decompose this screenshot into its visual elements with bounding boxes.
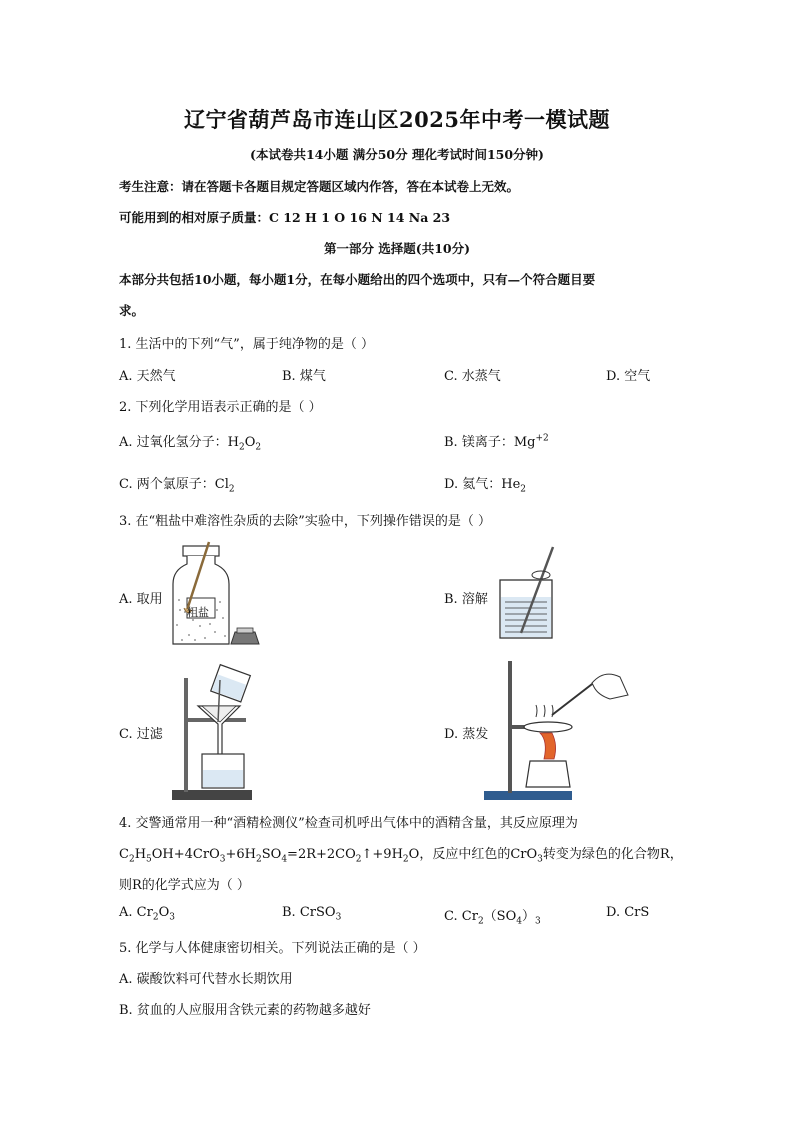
q1-option-b: B. 煤气 [282,369,326,384]
q4-option-b [282,905,341,923]
exam-subtitle: (本试卷共14小题 满分50分 理化考试时间150分钟) [250,147,544,162]
q2-option-d-formula: $He_2$ [501,477,526,495]
q4-option-a [119,905,175,923]
q4-option-a-formula: $Cr_2O_3$ [136,905,175,923]
q4-option-d: D. CrS [606,905,650,920]
q4-equation-line [119,843,683,865]
q4-option-c-formula: $Cr_2(SO_4)_3$ [461,909,541,927]
q4-option-c [444,905,541,927]
q2-option-c-label: C. 两个氯原子： [119,477,215,492]
q4-option-a-label: A. [119,905,133,920]
q2-option-a-label: A. 过氧化氢分子： [119,435,228,450]
q3-option-b: B. 溶解 [444,592,488,607]
filtration-figure [170,660,270,805]
salt-jar-figure [165,540,265,650]
section-intro-line1: 本部分共包括10小题，每小题1分，在每小题给出的四个选项中，只有—个符合题目要 [119,272,596,287]
q5-option-a: A. 碳酸饮料可代替水长期饮用 [119,972,293,987]
notice-text: 考生注意：请在答题卡各题目规定答题区域内作答，答在本试卷上无效。 [119,179,520,194]
q3-option-c: C. 过滤 [119,727,163,742]
evaporation-figure [478,655,638,803]
atomic-mass-text: 可能用到的相对原子质量：C 12 H 1 O 16 N 14 Na 23 [119,210,451,225]
section-heading: 第一部分 选择题(共10分) [323,241,471,256]
q1-option-d: D. 空气 [606,369,651,384]
q2-option-b-label: B. 镁离子： [444,435,514,450]
q5-option-b: B. 贫血的人应服用含铁元素的药物越多越好 [119,1003,371,1018]
q1-option-a: A. 天然气 [119,369,176,384]
question-4-line3: 则R的化学式应为（ ） [119,878,250,893]
q4-option-b-label: B. [282,905,296,920]
jar-label: 粗盐 [187,606,209,619]
q3-option-a: A. 取用 [119,592,163,607]
q2-option-c [119,473,235,495]
q1-option-c: C. 水蒸气 [444,369,501,384]
question-3-stem: 3. 在“粗盐中难溶性杂质的去除”实验中，下列操作错误的是（ ） [119,514,491,529]
question-4-stem: 4. 交警通常用一种“酒精检测仪”检查司机呼出气体中的酒精含量，其反应原理为 [119,816,578,831]
q2-option-b [444,431,549,450]
q2-option-c-formula: $Cl_2$ [214,477,235,495]
page-title: 辽宁省葫芦岛市连山区2025年中考一模试题 [184,107,610,132]
question-2-stem: 2. 下列化学用语表示正确的是（ ） [119,400,322,415]
q2-option-d-label: D. 氦气： [444,477,502,492]
q4-option-c-label: C. [444,909,458,924]
q2-option-b-formula: $Mg^{+2}$ [513,433,549,450]
q4-line2-tail2: 转变为绿色的化合物R， [542,847,683,862]
q2-option-d [444,473,526,495]
q3-option-d: D. 蒸发 [444,727,489,742]
q2-option-a [119,431,261,453]
q4-equation: $C_2H_5OH+4CrO_3+6H_2SO_4=2R+2CO_2↑+9H_2O$ [119,847,420,865]
question-1-stem: 1. 生活中的下列“气”，属于纯净物的是（ ） [119,337,374,352]
q2-option-a-formula: $H_2O_2$ [227,435,262,453]
beaker-dissolve-figure [495,545,565,645]
q4-option-b-formula: CrSO$_3$ [299,905,342,923]
q4-line2-tail: ，反应中红色的 [419,847,511,862]
q4-cro3: CrO$_3$ [510,847,543,865]
section-intro-line2: 求。 [119,303,145,318]
question-5-stem: 5. 化学与人体健康密切相关。下列说法正确的是（ ） [119,941,426,956]
